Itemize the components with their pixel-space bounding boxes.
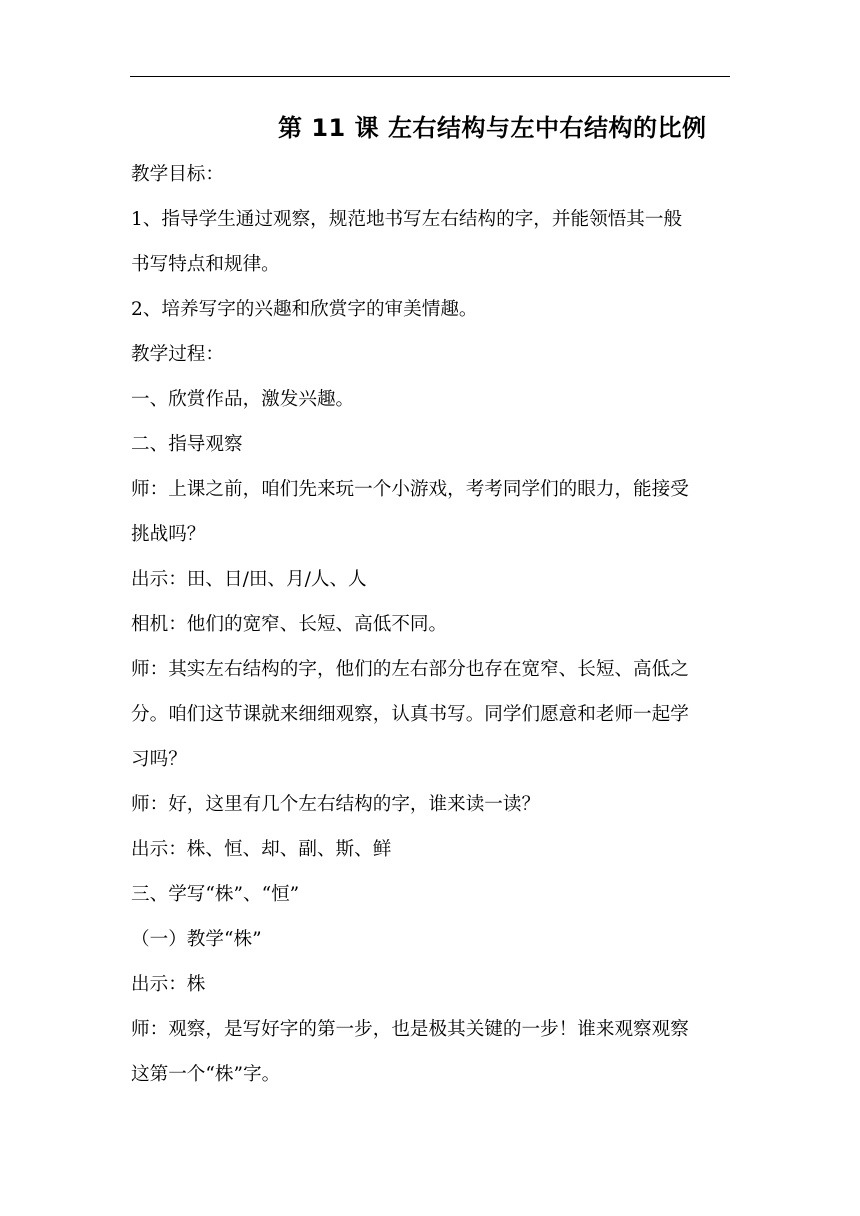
text-line: 师：观察，是写好字的第一步，也是极其关键的一步！谁来观察观察 xyxy=(131,1019,689,1040)
text-line: 相机：他们的宽窄、长短、高低不同。 xyxy=(131,614,448,635)
lesson-body xyxy=(131,152,731,1097)
text-line: 二、指导观察 xyxy=(131,434,243,455)
text-line: 教学过程： xyxy=(131,344,224,365)
text-line: 出示：株 xyxy=(131,974,206,995)
text-line: 习吗？ xyxy=(131,749,187,770)
text-line: 师：好，这里有几个左右结构的字，谁来读一读？ xyxy=(131,794,541,815)
header-rule xyxy=(130,76,730,77)
text-line: 师：其实左右结构的字，他们的左右部分也存在宽窄、长短、高低之 xyxy=(131,659,689,680)
text-line: （一）教学“株” xyxy=(131,929,262,950)
text-line: 出示：株、恒、却、副、斯、鲜 xyxy=(131,839,392,860)
text-line: 1、指导学生通过观察，规范地书写左右结构的字，并能领悟其一般 xyxy=(131,209,683,230)
lesson-title: 第 11 课 左右结构与左中右结构的比例 xyxy=(278,114,707,142)
text-line: 教学目标： xyxy=(131,164,224,185)
text-line: 书写特点和规律。 xyxy=(131,254,280,275)
text-line: 挑战吗？ xyxy=(131,524,206,545)
text-line: 这第一个“株”字。 xyxy=(131,1064,281,1085)
text-line: 分。咱们这节课就来细细观察，认真书写。同学们愿意和老师一起学 xyxy=(131,704,689,725)
text-line: 出示：田、日/田、月/人、人 xyxy=(131,569,367,590)
text-line: 师：上课之前，咱们先来玩一个小游戏，考考同学们的眼力，能接受 xyxy=(131,479,689,500)
text-line: 一、欣赏作品，激发兴趣。 xyxy=(131,389,355,410)
text-line: 三、学写“株”、“恒” xyxy=(131,884,300,905)
text-line: 2、培养写字的兴趣和欣赏字的审美情趣。 xyxy=(131,299,478,320)
